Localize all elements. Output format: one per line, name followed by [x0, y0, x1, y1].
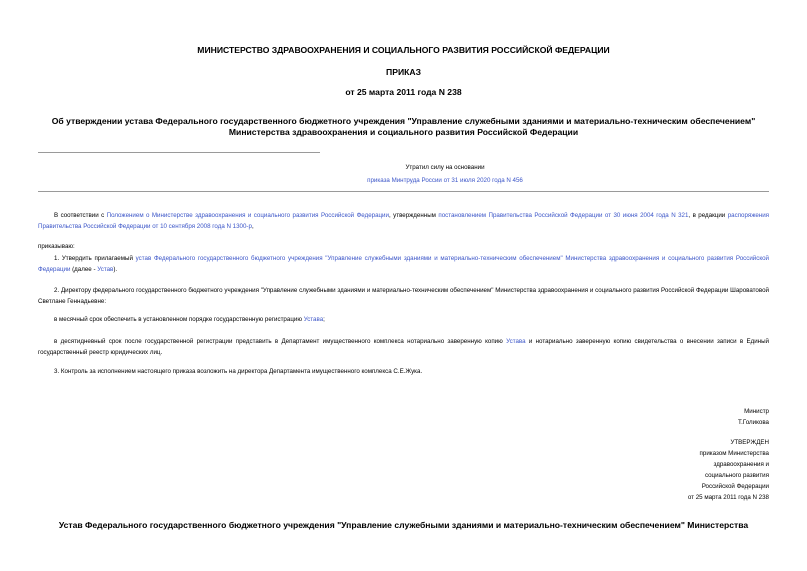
status-link[interactable]: приказа Минтруда России от 31 июля 2020 года N 456 — [367, 176, 523, 184]
item-2b-text: в десятидневный срок после государственной регистрации представить в Департамент имущественного комплекса нотариально заверенную копию — [54, 338, 507, 345]
approval-line: здравоохранения и — [713, 461, 769, 468]
document-title-line-2: Министерства здравоохранения и социального развития Российской Федерации — [228, 127, 579, 137]
approval-line: Российской Федерации — [701, 483, 769, 490]
item-1-text: (далее - — [70, 266, 98, 273]
divider-top — [38, 152, 320, 153]
charter-title: Устав Федерального государственного бюджетного учреждения "Управление служебными зданиями и материально-техническим обеспечением" Министерства — [58, 520, 749, 530]
approval-heading: УТВЕРЖДЕН — [730, 439, 769, 446]
status-lost-force: Утратил силу на основании — [405, 164, 485, 171]
document-title — [0, 116, 807, 138]
approval-line: от 25 марта 2011 года N 238 — [687, 494, 769, 501]
item-2a-text: в месячный срок обеспечить в установленном порядке государственную регистрацию — [54, 316, 304, 323]
charter-link-2b[interactable]: Устава — [506, 338, 526, 345]
order-word: приказываю: — [38, 243, 75, 250]
preamble-paragraph — [38, 210, 769, 232]
document-title-line-1: Об утверждении устава Федерального государственного бюджетного учреждения "Управление служебными зданиями и материально-техническим обеспечением" — [51, 116, 756, 126]
item-2a-text: ; — [323, 316, 325, 323]
document-type: ПРИКАЗ — [386, 67, 421, 77]
item-1-text: 1. Утвердить прилагаемый — [54, 255, 136, 262]
approval-block — [688, 437, 769, 503]
regulation-link[interactable]: Положением о Министерстве здравоохранения и социального развития Российской Федерации — [106, 212, 389, 219]
resolution-link[interactable]: постановлением Правительства Российской Федерации от 30 июня 2004 года N 321 — [438, 212, 689, 219]
divider-status — [38, 191, 769, 192]
item-1-text: ). — [113, 266, 118, 273]
item-3-paragraph: 3. Контроль за исполнением настоящего приказа возложить на директора Департамента имущественного комплекса С.Е.Жука. — [54, 368, 423, 375]
signature-name: Т.Голикова — [738, 419, 769, 426]
preamble-text: , в редакции — [688, 212, 728, 219]
status-note — [300, 164, 590, 185]
item-2a-paragraph — [38, 314, 769, 325]
item-2b-paragraph — [38, 336, 769, 358]
item-1-paragraph — [38, 253, 769, 275]
item-2b-text: и нотариально заверенную копию свидетельства о внесении записи в Единый государственный реестр юридических лиц. — [38, 338, 769, 356]
ministry-heading: МИНИСТЕРСТВО ЗДРАВООХРАНЕНИЯ И СОЦИАЛЬНОГО РАЗВИТИЯ РОССИЙСКОЙ ФЕДЕРАЦИИ — [197, 45, 610, 55]
item-2-paragraph: 2. Директору федерального государственного бюджетного учреждения "Управление служебными зданиями и материально-техническим обеспечением" Министерства здравоохранения и социального развития Российской Федерации Шароватовой Светлане Геннадьевне: — [38, 287, 769, 305]
charter-link-2a[interactable]: Устава — [303, 316, 324, 323]
preamble-text: , — [251, 223, 254, 230]
approval-line: приказом Министерства — [699, 450, 769, 457]
signature-block — [738, 406, 769, 428]
approval-line: социального развития — [704, 472, 769, 479]
preamble-text: В соответствии с — [54, 212, 107, 219]
charter-link[interactable]: устав Федерального государственного бюджетного учреждения "Управление служебными зданиями и материально-техническим обеспечением" Министерства здравоохранения и социального развития Российской Федерации — [38, 255, 770, 273]
directive-link[interactable]: распоряжения Правительства Российской Федерации от 10 сентября 2008 года N 1300-р — [38, 212, 770, 230]
document-date-number: от 25 марта 2011 года N 238 — [345, 87, 462, 97]
charter-short-link[interactable]: Устав — [97, 266, 114, 273]
signature-position: Министр — [744, 408, 769, 415]
preamble-text: , утвержденным — [388, 212, 439, 219]
